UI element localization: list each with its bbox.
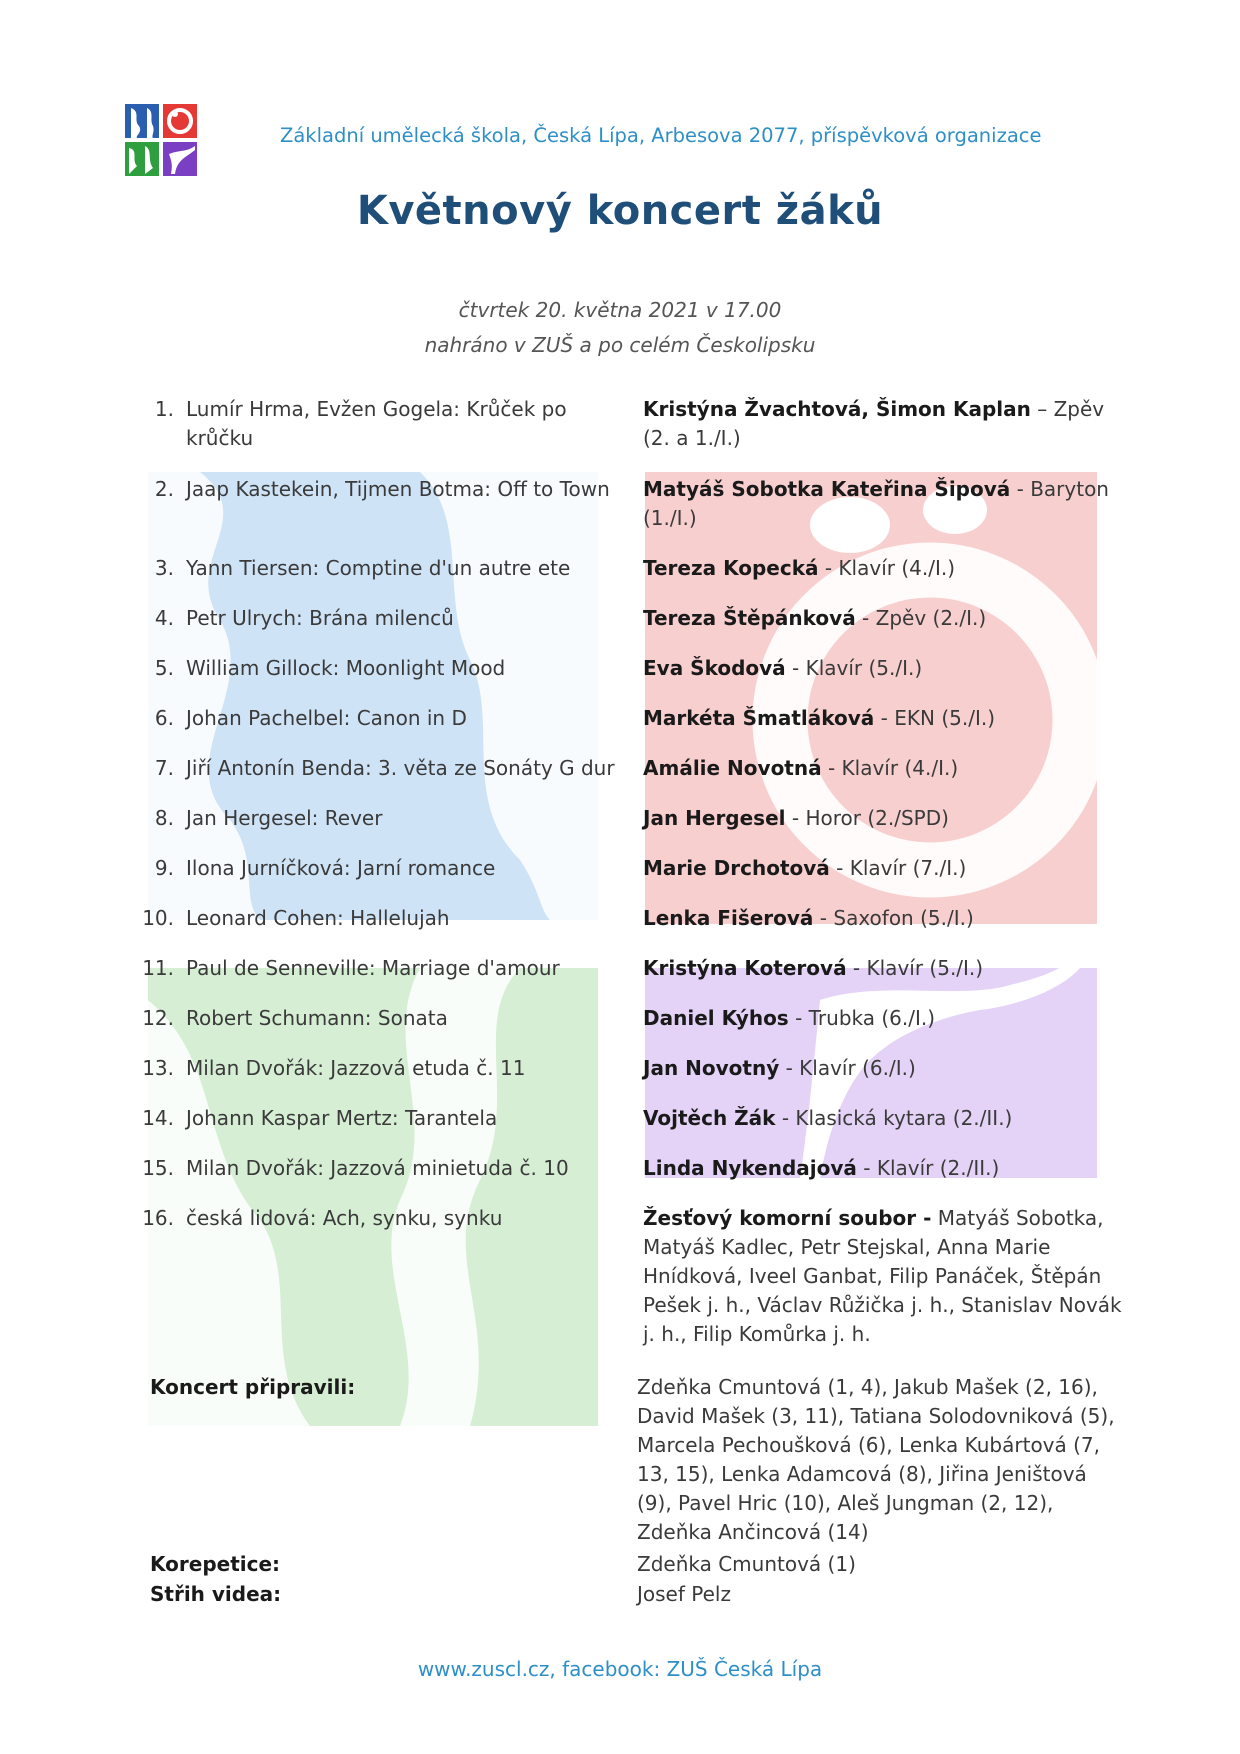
performer-detail: - Saxofon (5./I.) — [813, 906, 974, 930]
performer-names: Amálie Novotná — [643, 756, 822, 780]
program-item-piece: Milan Dvořák: Jazzová minietuda č. 10 — [186, 1156, 569, 1180]
program-item-number: 7. — [154, 756, 174, 780]
performer-detail: - Klavír (4./I.) — [818, 556, 956, 580]
program-item-piece: William Gillock: Moonlight Mood — [186, 656, 506, 680]
performer-detail: - Klavír (7./I.) — [829, 856, 967, 880]
program-item-performers — [643, 954, 1123, 983]
credit-value: Josef Pelz — [637, 1582, 731, 1606]
program-item-piece: Johan Pachelbel: Canon in D — [186, 706, 467, 730]
program-item-number: 6. — [154, 706, 174, 730]
performer-detail: - Trubka (6./I.) — [788, 1006, 936, 1030]
program-item-performers — [643, 554, 1123, 583]
program-item-number: 16. — [142, 1206, 174, 1230]
concert-location: nahráno v ZUŠ a po celém Českolipsku — [424, 333, 816, 357]
school-name: Základní umělecká škola, Česká Lípa, Arbesova 2077, příspěvková organizace — [280, 124, 1042, 147]
performer-names: Linda Nykendajová — [643, 1156, 857, 1180]
program-item-number: 11. — [142, 956, 174, 980]
program-item-number: 10. — [142, 906, 174, 930]
performer-detail: - Horor (2./SPD) — [785, 806, 949, 830]
performer-names: Kristýna Žvachtová, Šimon Kaplan — [643, 397, 1031, 421]
program-item-performers — [643, 1204, 1123, 1349]
performer-detail: – Zpěv (2. a 1./I.) — [643, 397, 1105, 450]
performer-names: Tereza Kopecká — [643, 556, 819, 580]
program-item-performers — [643, 395, 1123, 453]
performer-names: Jan Hergesel — [643, 806, 786, 830]
program-item-number: 1. — [154, 397, 174, 421]
performer-detail: - EKN (5./I.) — [874, 706, 995, 730]
performer-names: Lenka Fišerová — [643, 906, 814, 930]
performer-detail: - Klavír (5./I.) — [846, 956, 984, 980]
performer-names: Kristýna Koterová — [643, 956, 847, 980]
performer-names: Marie Drchotová — [643, 856, 830, 880]
program-item-performers — [643, 704, 1123, 733]
program-item-piece: Johann Kaspar Mertz: Tarantela — [186, 1106, 498, 1130]
program-item-piece: Yann Tiersen: Comptine d'un autre ete — [186, 556, 571, 580]
page-title: Květnový koncert žáků — [356, 188, 884, 234]
performer-detail: - Klavír (2./II.) — [856, 1156, 1000, 1180]
program-item-piece: česká lidová: Ach, synku, synku — [186, 1206, 503, 1230]
program-item-number: 9. — [154, 856, 174, 880]
performer-detail: - Baryton (1./I.) — [643, 477, 1109, 530]
program-item-piece: Leonard Cohen: Hallelujah — [186, 906, 450, 930]
program-item-performers — [643, 904, 1123, 933]
program-item-piece: Milan Dvořák: Jazzová etuda č. 11 — [186, 1056, 526, 1080]
credit-label: Střih videa: — [150, 1582, 282, 1606]
performer-names: Eva Škodová — [643, 656, 786, 680]
program-item-number: 4. — [154, 606, 174, 630]
performer-detail: Matyáš Sobotka, Matyáš Kadlec, Petr Stejskal, Anna Marie Hnídková, Iveel Ganbat, Filip Panáček, Štěpán Pešek j. h., Václav Růžička j. h., Stanislav Novák j. h., Filip Komůrka j. h. — [643, 1206, 1122, 1346]
credit-value: Zdeňka Cmuntová (1, 4), Jakub Mašek (2, 16), David Mašek (3, 11), Tatiana Solodovniková (5), Marcela Pechoušková (6), Lenka Kubártová (7, 13, 15), Lenka Adamcová (8), Jiřina Jeništová (9), Pavel Hric (10), Aleš Jungman (2, 12), Zdeňka Ančincová (14) — [637, 1375, 1115, 1544]
program-item-performers — [643, 604, 1123, 633]
program-item-piece: Jan Hergesel: Rever — [186, 806, 383, 830]
program-item-performers — [643, 475, 1123, 533]
program-item-number: 12. — [142, 1006, 174, 1030]
program-item-number: 13. — [142, 1056, 174, 1080]
program-item-piece: Robert Schumann: Sonata — [186, 1006, 448, 1030]
credit-label: Korepetice: — [150, 1552, 281, 1576]
program-item-performers — [643, 854, 1123, 883]
credit-label: Koncert připravili: — [150, 1375, 356, 1399]
program-item-piece: Lumír Hrma, Evžen Gogela: Krůček po krůčku — [186, 397, 567, 450]
program-item-number: 8. — [154, 806, 174, 830]
program-item-piece: Petr Ulrych: Brána milenců — [186, 606, 454, 630]
program-item-number: 14. — [142, 1106, 174, 1130]
program-item-piece: Ilona Jurníčková: Jarní romance — [186, 856, 496, 880]
program-item-number: 3. — [154, 556, 174, 580]
program-item-piece: Jaap Kastekein, Tijmen Botma: Off to Town — [186, 477, 610, 501]
performer-names: Markéta Šmatláková — [643, 706, 875, 730]
program-item-piece: Paul de Senneville: Marriage d'amour — [186, 956, 560, 980]
school-logo-icon — [125, 104, 197, 176]
program-item-performers — [643, 654, 1123, 683]
performer-detail: - Klasická kytara (2./II.) — [775, 1106, 1013, 1130]
program-item-performers — [643, 754, 1123, 783]
program-item-performers — [643, 804, 1123, 833]
performer-names: Daniel Kýhos — [643, 1006, 789, 1030]
performer-detail: - Klavír (5./I.) — [785, 656, 923, 680]
performer-names: Jan Novotný — [643, 1056, 780, 1080]
program-item-number: 2. — [154, 477, 174, 501]
footer-links[interactable]: www.zuscl.cz, facebook: ZUŠ Česká Lípa — [417, 1657, 823, 1681]
credit-value: Zdeňka Cmuntová (1) — [637, 1552, 856, 1576]
performer-detail: - Klavír (6./I.) — [779, 1056, 916, 1080]
program-item-performers — [643, 1054, 1123, 1083]
performer-detail: - Klavír (4./I.) — [821, 756, 959, 780]
program-item-performers — [643, 1104, 1123, 1133]
program-item-piece: Jiří Antonín Benda: 3. věta ze Sonáty G dur — [186, 756, 615, 780]
program-item-performers — [643, 1154, 1123, 1183]
performer-names: Vojtěch Žák — [643, 1106, 776, 1130]
performer-names: Žesťový komorní soubor - — [643, 1206, 932, 1230]
performer-detail: - Zpěv (2./I.) — [855, 606, 987, 630]
concert-date: čtvrtek 20. května 2021 v 17.00 — [458, 298, 782, 322]
program-item-number: 5. — [154, 656, 174, 680]
performer-names: Matyáš Sobotka Kateřina Šipová — [643, 477, 1011, 501]
program-item-performers — [643, 1004, 1123, 1033]
program-item-number: 15. — [142, 1156, 174, 1180]
performer-names: Tereza Štěpánková — [643, 606, 856, 630]
